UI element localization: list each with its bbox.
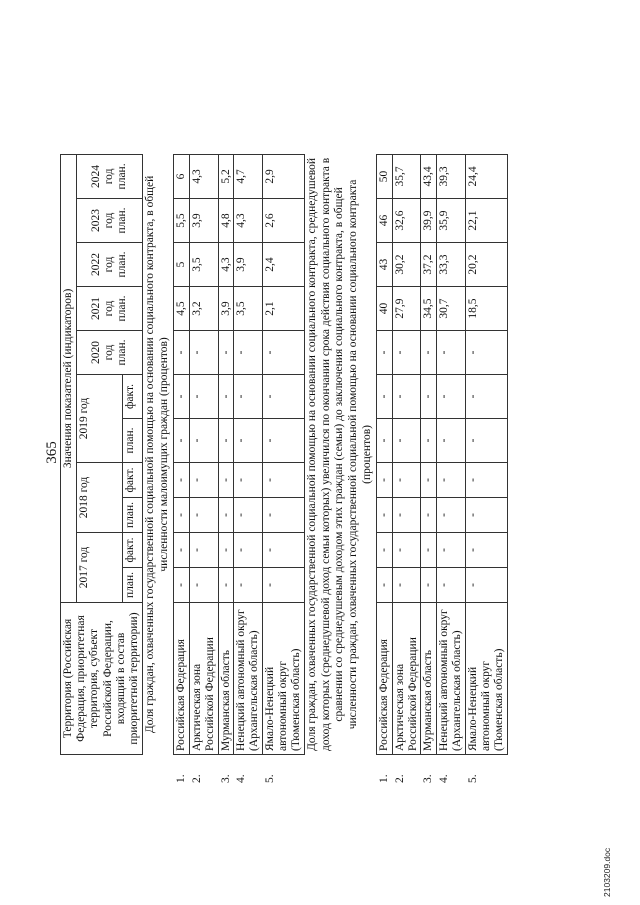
value-cell: 4,3 [189, 154, 218, 198]
value-cell: 4,7 [234, 154, 263, 198]
value-cell: - [234, 419, 263, 463]
value-cell: 39,3 [437, 154, 466, 198]
plan-header: план. [122, 498, 143, 533]
value-cell: 20,2 [466, 243, 508, 287]
row-label [376, 603, 392, 783]
value-cell: - [218, 419, 234, 463]
row-label [218, 603, 234, 783]
fact-header: факт. [122, 375, 143, 419]
value-cell: - [466, 463, 508, 498]
row-number: 4. [235, 774, 248, 783]
value-cell: - [376, 568, 392, 603]
value-cell: - [218, 533, 234, 568]
plan-header: план. [122, 568, 143, 603]
table-row [421, 154, 437, 754]
table-row [466, 154, 508, 754]
value-cell: 22,1 [466, 199, 508, 243]
value-cell: 34,5 [421, 287, 437, 331]
table-row [189, 154, 218, 754]
row-number: 1. [174, 774, 187, 783]
value-cell: - [392, 533, 421, 568]
row-label [173, 603, 189, 783]
value-cell: - [263, 568, 305, 603]
value-cell: - [173, 375, 189, 419]
table-row [437, 154, 466, 754]
year-2019-header: 2019 год [76, 375, 122, 463]
value-cell: - [263, 375, 305, 419]
value-cell: - [392, 375, 421, 419]
value-cell: - [466, 568, 508, 603]
territory-name: Российская Федерация [377, 639, 390, 751]
value-cell: 30,7 [437, 287, 466, 331]
value-cell: - [218, 331, 234, 375]
value-cell: - [421, 375, 437, 419]
year-2021-header: 2021 год план. [76, 287, 142, 331]
value-cell: - [189, 568, 218, 603]
value-cell: - [218, 463, 234, 498]
territory-header: Территория (Российская Федерация, приоритетная территория, субъект Российской Федерации, входящий в состав приоритетной территории) [61, 603, 143, 755]
value-cell: - [376, 498, 392, 533]
value-cell: - [437, 498, 466, 533]
year-2018-header: 2018 год [76, 463, 122, 533]
value-cell: - [189, 463, 218, 498]
value-cell: - [376, 331, 392, 375]
value-cell: - [466, 419, 508, 463]
table-row [263, 154, 305, 754]
value-cell: 35,9 [437, 199, 466, 243]
value-cell: 3,2 [189, 287, 218, 331]
value-cell: - [189, 331, 218, 375]
value-cell: 27,9 [392, 287, 421, 331]
value-cell: - [437, 463, 466, 498]
value-cell: - [218, 498, 234, 533]
year-2023-header: 2023 год план. [76, 199, 142, 243]
value-cell: 50 [376, 154, 392, 198]
value-cell: - [376, 463, 392, 498]
territory-name: Российская Федерация [174, 639, 187, 751]
section-title: Доля граждан, охваченных государственной социальной помощью на основании социального контракта, в общей численности малоимущих граждан (процентов) [143, 154, 174, 754]
value-cell: - [392, 568, 421, 603]
value-cell: 43,4 [421, 154, 437, 198]
value-cell: 4,8 [218, 199, 234, 243]
value-cell: 4,3 [234, 199, 263, 243]
indicators-table [60, 154, 508, 783]
value-cell: - [263, 331, 305, 375]
value-cell: - [173, 533, 189, 568]
value-cell: - [234, 533, 263, 568]
table-row [173, 154, 189, 754]
value-cell: 5,5 [173, 199, 189, 243]
value-cell: - [173, 331, 189, 375]
value-cell: 3,5 [189, 243, 218, 287]
row-number: 5. [467, 774, 480, 783]
value-cell: - [376, 533, 392, 568]
value-cell: - [189, 498, 218, 533]
table-body [143, 154, 507, 783]
territory-name: Ненецкий автономный округ (Архангельская область) [438, 609, 464, 751]
territory-name: Мурманская область [219, 649, 232, 751]
value-cell: - [189, 375, 218, 419]
row-number: 1. [377, 774, 390, 783]
row-label [421, 603, 437, 783]
value-cell: - [234, 331, 263, 375]
value-cell: - [234, 498, 263, 533]
value-cell: 5,2 [218, 154, 234, 198]
territory-name: Ямало-Ненецкий автономный округ (Тюменская область) [264, 648, 302, 751]
territory-name: Арктическая зона Российской Федерации [190, 637, 216, 751]
plan-header: план. [122, 419, 143, 463]
value-cell: 3,9 [218, 287, 234, 331]
fact-header: факт. [122, 463, 143, 498]
value-cell: - [437, 568, 466, 603]
row-number: 2. [393, 774, 406, 783]
value-cell: 46 [376, 199, 392, 243]
row-number: 4. [438, 774, 451, 783]
value-cell: 5 [173, 243, 189, 287]
value-cell: 2,9 [263, 154, 305, 198]
row-label [437, 603, 466, 783]
value-cell: - [189, 533, 218, 568]
row-label [392, 603, 421, 783]
value-cell: - [466, 375, 508, 419]
value-cell: - [421, 419, 437, 463]
value-cell: - [218, 568, 234, 603]
value-cell: - [392, 331, 421, 375]
row-number: 3. [219, 774, 232, 783]
section-title: Доля граждан, охваченных государственной социальной помощью на основании социального контракта, среднедушевой доход которых (среднедушевой доход семьи которых) увеличился по окончании срока действия социального контракта в сравнении со среднедушевым доходом этих граждан (семьи) до заключения социального контракта, в общей численности граждан, охваченных государственной социальной помощью на основании социального контракта (процентов) [304, 154, 376, 754]
value-cell: - [234, 463, 263, 498]
year-2020-header: 2020 год план. [76, 331, 142, 375]
value-cell: - [173, 568, 189, 603]
value-cell: - [173, 498, 189, 533]
year-2022-header: 2022 год план. [76, 243, 142, 287]
value-cell: 2,4 [263, 243, 305, 287]
value-cell: 18,5 [466, 287, 508, 331]
value-cell: - [392, 419, 421, 463]
year-2024-header: 2024 год план. [76, 154, 142, 198]
value-cell: - [437, 533, 466, 568]
territory-name: Арктическая зона Российской Федерации [393, 637, 419, 751]
value-cell: 35,7 [392, 154, 421, 198]
row-number: 2. [190, 774, 203, 783]
value-cell: 3,9 [189, 199, 218, 243]
value-cell: 6 [173, 154, 189, 198]
value-cell: 24,4 [466, 154, 508, 198]
value-cell: 4,5 [173, 287, 189, 331]
value-cell: 43 [376, 243, 392, 287]
value-cell: - [421, 568, 437, 603]
row-number: 5. [264, 774, 277, 783]
value-cell: - [466, 533, 508, 568]
value-cell: - [263, 419, 305, 463]
value-cell: - [437, 331, 466, 375]
values-header: Значения показателей (индикаторов) [61, 154, 77, 602]
table-row [234, 154, 263, 754]
value-cell: - [173, 463, 189, 498]
value-cell: - [173, 419, 189, 463]
value-cell: - [421, 331, 437, 375]
page-number: 365 [44, 441, 60, 464]
value-cell: - [376, 375, 392, 419]
value-cell: - [263, 498, 305, 533]
value-cell: - [437, 375, 466, 419]
value-cell: - [466, 498, 508, 533]
territory-name: Мурманская область [422, 649, 435, 751]
row-label [263, 603, 305, 783]
territory-name: Ненецкий автономный округ (Архангельская область) [235, 609, 261, 751]
value-cell: - [376, 419, 392, 463]
value-cell: 32,6 [392, 199, 421, 243]
value-cell: - [392, 463, 421, 498]
territory-name: Ямало-Ненецкий автономный округ (Тюменская область) [467, 648, 505, 751]
value-cell: 3,9 [234, 243, 263, 287]
value-cell: - [263, 533, 305, 568]
value-cell: - [421, 463, 437, 498]
row-label [466, 603, 508, 783]
fact-header: факт. [122, 533, 143, 568]
table-row [376, 154, 392, 754]
value-cell: - [218, 375, 234, 419]
value-cell: - [437, 419, 466, 463]
value-cell: - [392, 498, 421, 533]
document-id: 2103209.doc [602, 847, 612, 897]
value-cell: 33,3 [437, 243, 466, 287]
value-cell: - [234, 568, 263, 603]
value-cell: 40 [376, 287, 392, 331]
value-cell: 3,5 [234, 287, 263, 331]
row-number: 3. [422, 774, 435, 783]
value-cell: 2,6 [263, 199, 305, 243]
value-cell: - [466, 331, 508, 375]
value-cell: 30,2 [392, 243, 421, 287]
year-2017-header: 2017 год [76, 533, 122, 603]
value-cell: - [234, 375, 263, 419]
row-label [189, 603, 218, 783]
row-label [234, 603, 263, 783]
value-cell: 37,2 [421, 243, 437, 287]
value-cell: 2,1 [263, 287, 305, 331]
value-cell: - [189, 419, 218, 463]
table-row [392, 154, 421, 754]
table-row [218, 154, 234, 754]
value-cell: - [263, 463, 305, 498]
value-cell: - [421, 533, 437, 568]
value-cell: 39,9 [421, 199, 437, 243]
value-cell: 4,3 [218, 243, 234, 287]
value-cell: - [421, 498, 437, 533]
